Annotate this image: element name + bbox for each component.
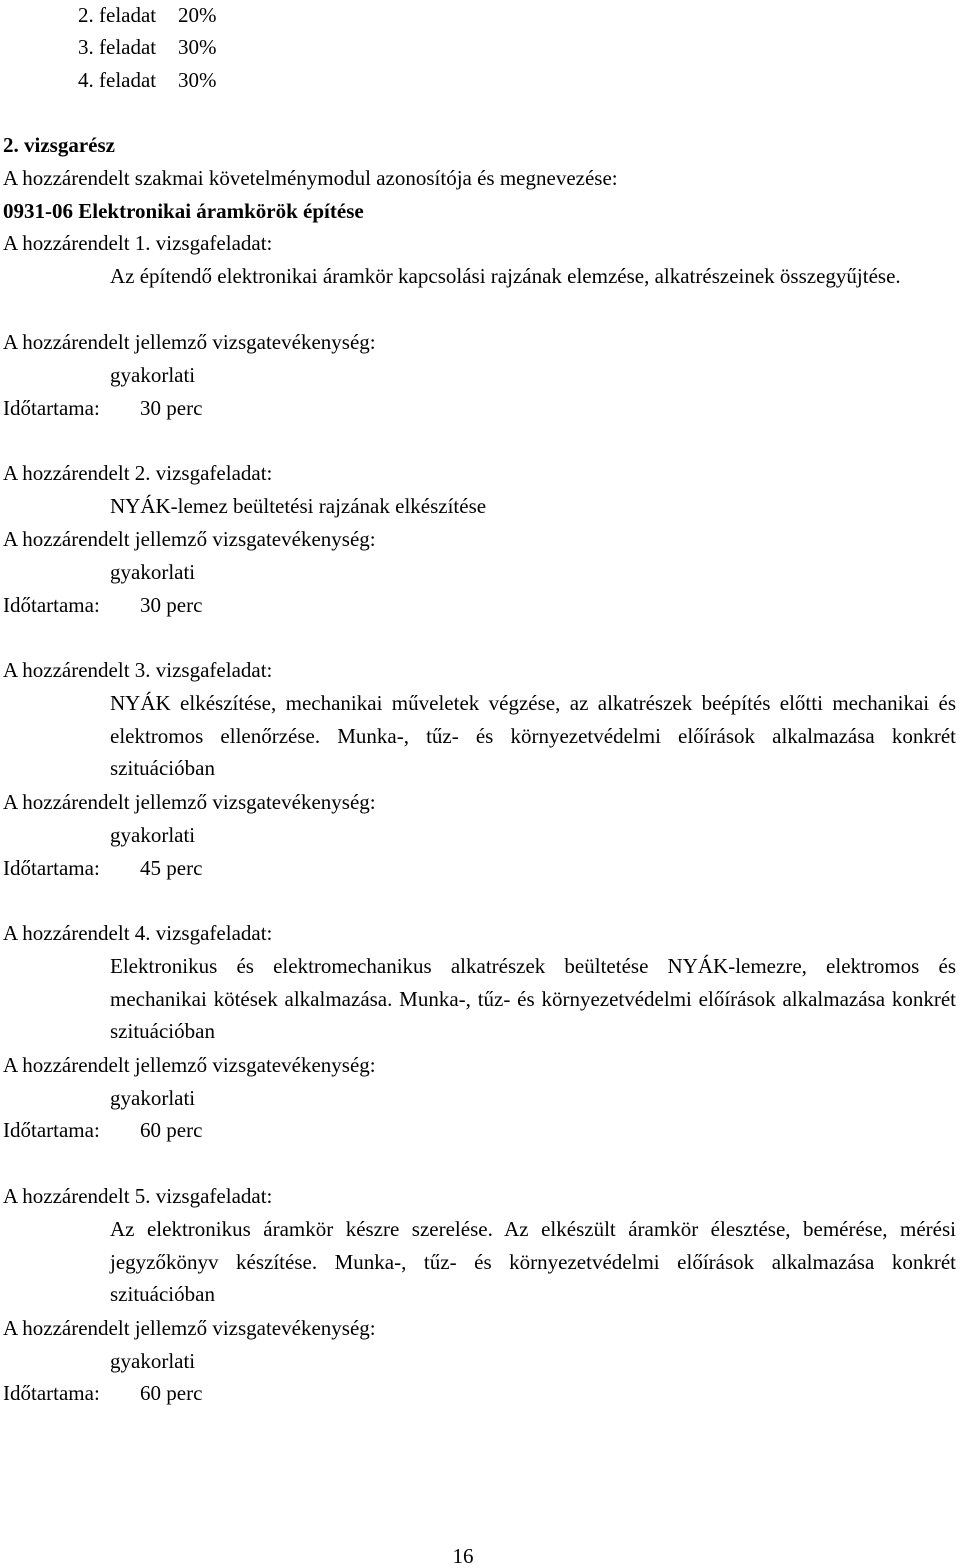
duration-row	[3, 592, 202, 618]
activity-label: A hozzárendelt jellemző vizsgatevékenység:	[3, 790, 376, 814]
task-description: Elektronikus és elektromechanikus alkatrészek beültetése NYÁK-lemezre, elektromos és mechanikai kötések alkalmazása. Munka-, tűz- és környezetvédelmi előírások alkalmazása konkrét szituációban	[110, 954, 956, 1044]
weight-label: 2. feladat	[78, 3, 157, 27]
duration-row	[3, 855, 202, 881]
task-description: Az elektronikus áramkör készre szerelése. Az elkészült áramkör élesztése, bemérése, mérési jegyzőkönyv készítése. Munka-, tűz- és környezetvédelmi előírások alkalmazása konkrét szituációban	[110, 1217, 956, 1307]
activity-label: A hozzárendelt jellemző vizsgatevékenység:	[3, 330, 376, 354]
duration-label: Időtartama:	[3, 1381, 100, 1405]
duration-value: 60 perc	[140, 1381, 203, 1405]
duration-label: Időtartama:	[3, 856, 100, 880]
weight-percent: 30%	[178, 35, 217, 59]
weight-label: 4. feladat	[78, 68, 157, 92]
duration-label: Időtartama:	[3, 1118, 100, 1142]
task-heading: A hozzárendelt 4. vizsgafeladat:	[3, 921, 273, 945]
activity-label: A hozzárendelt jellemző vizsgatevékenység:	[3, 1053, 376, 1077]
part-heading: 2. vizsgarész	[3, 133, 115, 157]
weight-percent: 30%	[178, 68, 217, 92]
weight-percent: 20%	[178, 3, 217, 27]
weight-label: 3. feladat	[78, 35, 157, 59]
activity-value: gyakorlati	[110, 1086, 196, 1110]
duration-row	[3, 395, 202, 421]
task-description: NYÁK-lemez beültetési rajzának elkészítése	[110, 494, 487, 518]
duration-row	[3, 1380, 202, 1406]
page-number: 16	[452, 1544, 474, 1568]
task-description: Az építendő elektronikai áramkör kapcsolási rajzának elemzése, alkatrészeinek összegyűjtése.	[110, 264, 901, 288]
duration-value: 30 perc	[140, 396, 203, 420]
duration-value: 30 perc	[140, 593, 203, 617]
weight-row	[78, 34, 217, 60]
activity-label: A hozzárendelt jellemző vizsgatevékenység:	[3, 1316, 376, 1340]
duration-label: Időtartama:	[3, 396, 100, 420]
weight-row	[78, 2, 217, 28]
duration-row	[3, 1117, 202, 1143]
module-title: 0931-06 Elektronikai áramkörök építése	[3, 199, 364, 223]
duration-value: 45 perc	[140, 856, 203, 880]
duration-value: 60 perc	[140, 1118, 203, 1142]
module-intro: A hozzárendelt szakmai követelménymodul azonosítója és megnevezése:	[3, 166, 618, 190]
weight-row	[78, 67, 217, 93]
task-description: NYÁK elkészítése, mechanikai műveletek végzése, az alkatrészek beépítés előtti mechanikai és elektromos ellenőrzése. Munka-, tűz- és környezetvédelmi előírások alkalmazása konkrét szituációban	[110, 691, 956, 781]
activity-value: gyakorlati	[110, 363, 196, 387]
task-heading: A hozzárendelt 1. vizsgafeladat:	[3, 231, 273, 255]
activity-value: gyakorlati	[110, 1349, 196, 1373]
activity-value: gyakorlati	[110, 560, 196, 584]
duration-label: Időtartama:	[3, 593, 100, 617]
task-heading: A hozzárendelt 3. vizsgafeladat:	[3, 658, 273, 682]
activity-label: A hozzárendelt jellemző vizsgatevékenység:	[3, 527, 376, 551]
task-heading: A hozzárendelt 5. vizsgafeladat:	[3, 1184, 273, 1208]
activity-value: gyakorlati	[110, 823, 196, 847]
task-heading: A hozzárendelt 2. vizsgafeladat:	[3, 461, 273, 485]
